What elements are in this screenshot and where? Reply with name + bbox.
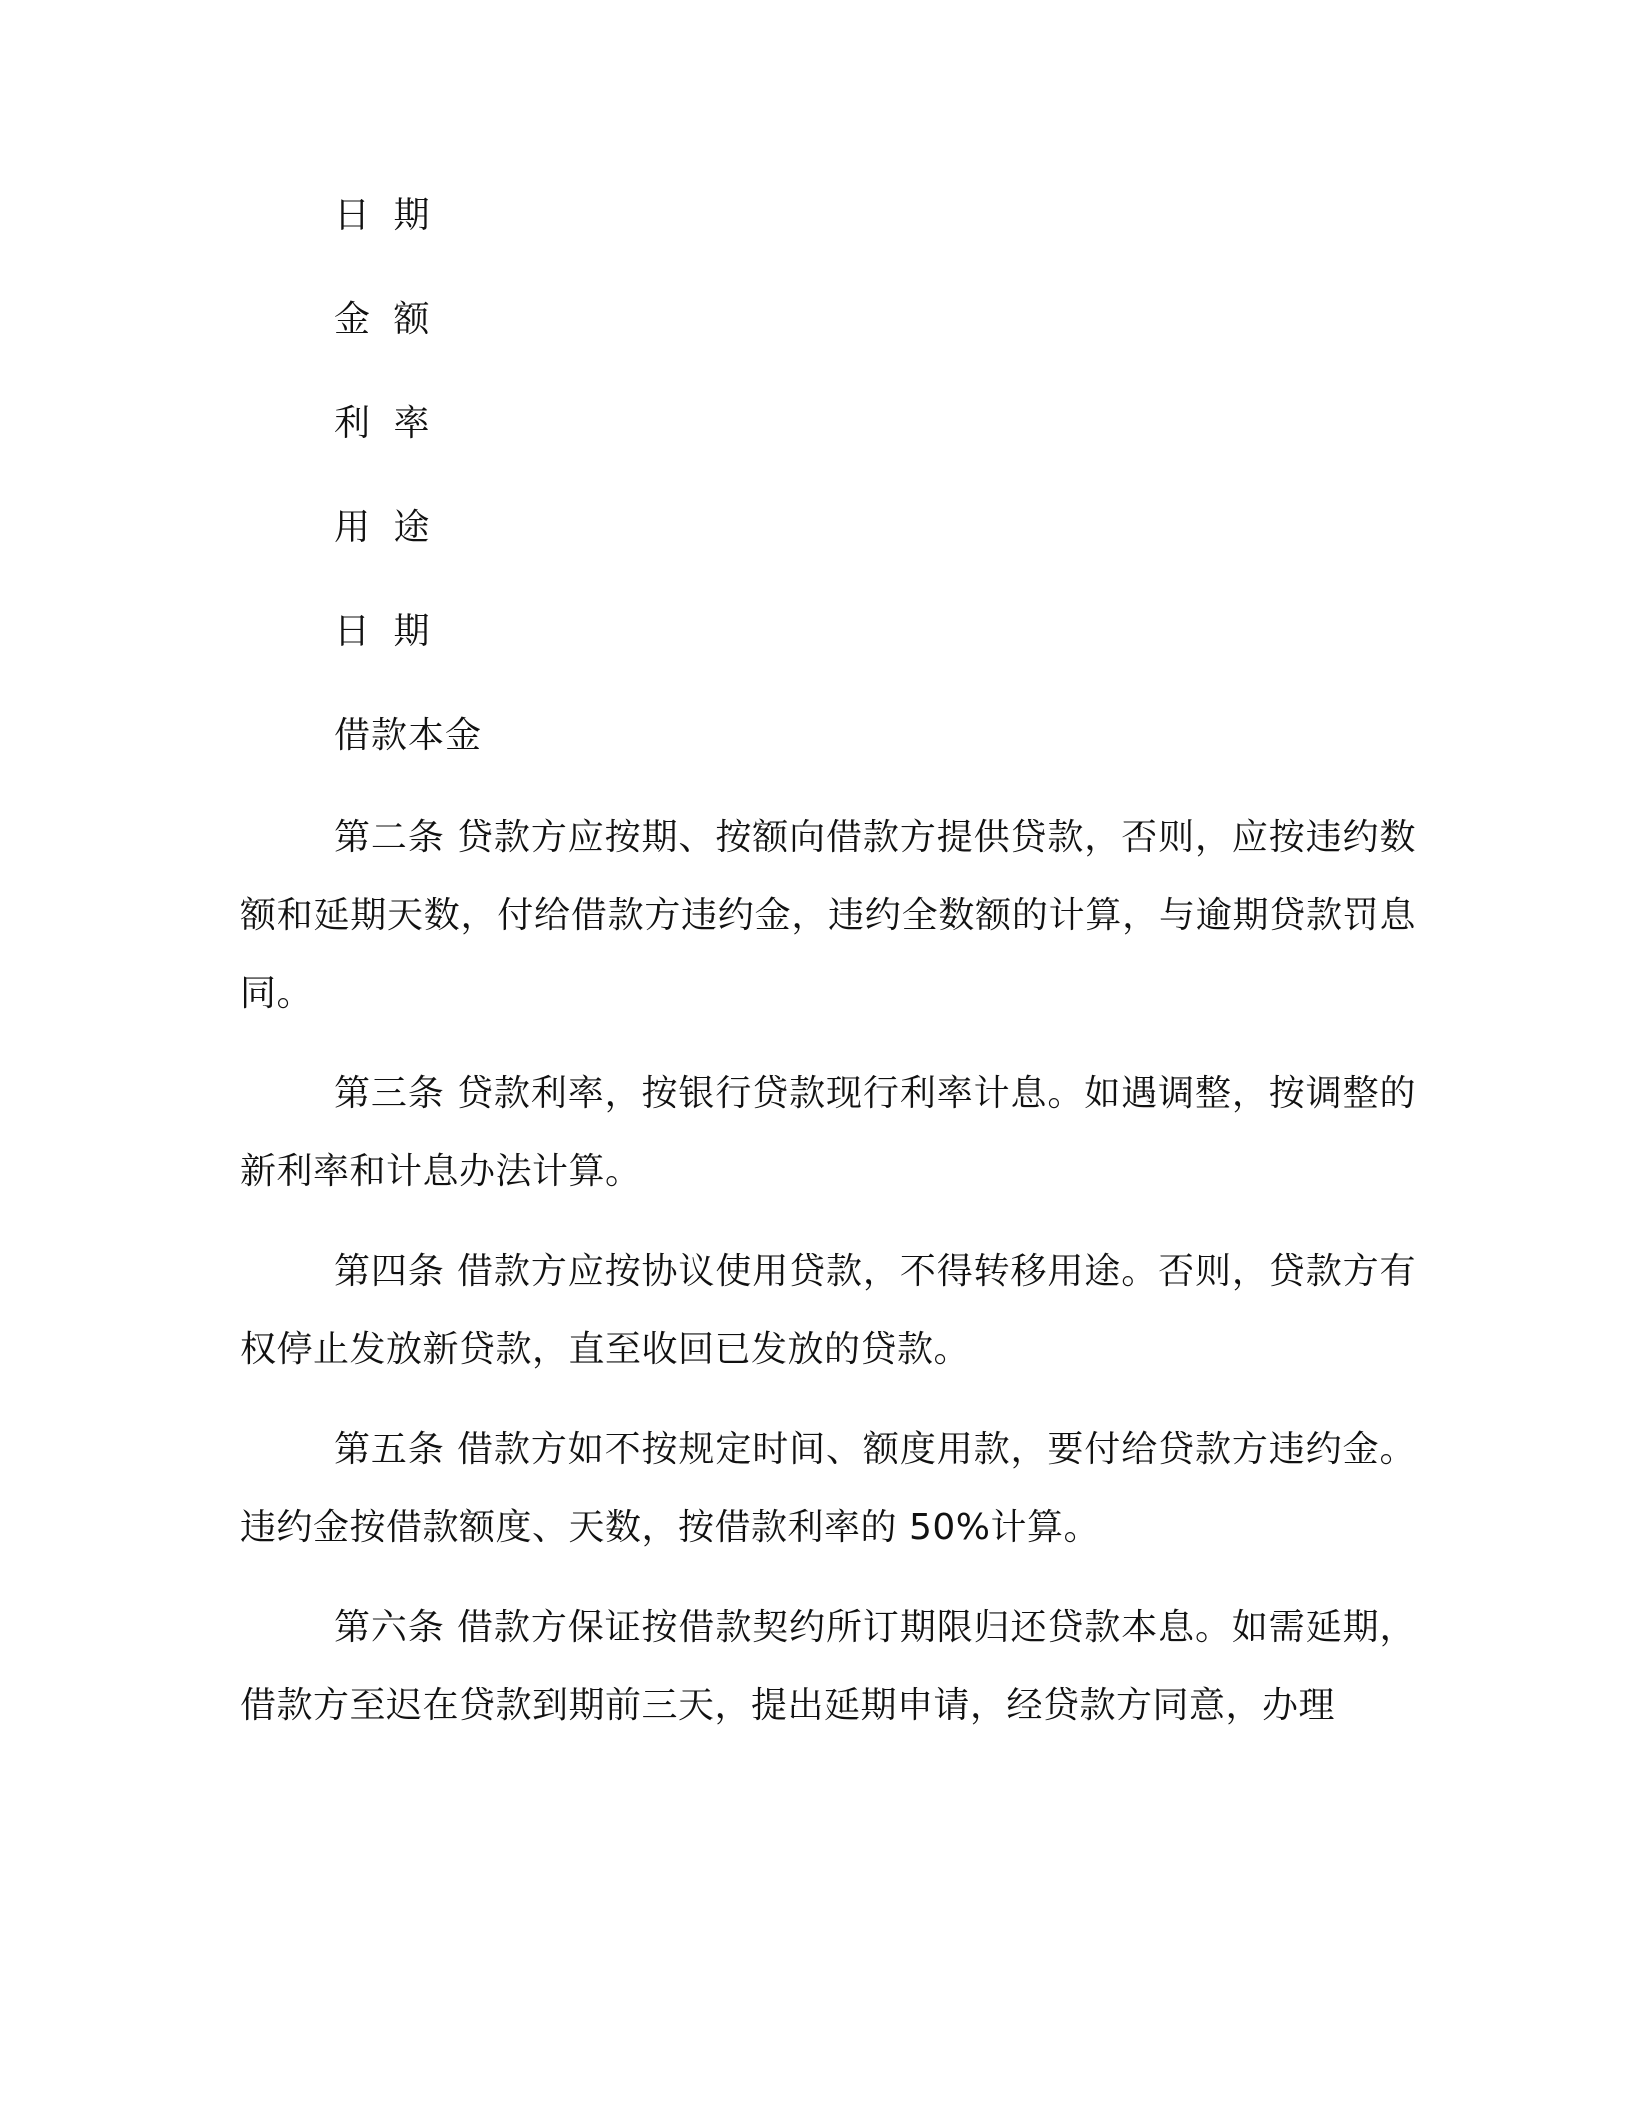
article-2: 第二条 贷款方应按期、按额向借款方提供贷款，否则，应按违约数额和延期天数，付给借款方违约金，违约全数额的计算，与逾期贷款罚息同。 [240, 817, 1416, 1014]
field-label-date: 日 期 [334, 195, 436, 236]
field-label-rate: 利 率 [334, 403, 436, 444]
field-label-purpose: 用 途 [334, 507, 436, 548]
field-label-principal: 借款本金 [334, 715, 483, 756]
article-3: 第三条 贷款利率，按银行贷款现行利率计息。如遇调整，按调整的新利率和计息办法计算。 [240, 1073, 1416, 1192]
field-label-amount: 金 额 [334, 299, 436, 340]
article-6: 第六条 借款方保证按借款契约所订期限归还贷款本息。如需延期，借款方至迟在贷款到期前三天，提出延期申请，经贷款方同意，办理 [240, 1607, 1416, 1726]
field-label-date-2: 日 期 [334, 611, 436, 652]
article-4: 第四条 借款方应按协议使用贷款，不得转移用途。否则，贷款方有权停止发放新贷款，直至收回已发放的贷款。 [240, 1251, 1416, 1370]
article-5: 第五条 借款方如不按规定时间、额度用款，要付给贷款方违约金。违约金按借款额度、天数，按借款利率的 50%计算。 [240, 1429, 1416, 1548]
